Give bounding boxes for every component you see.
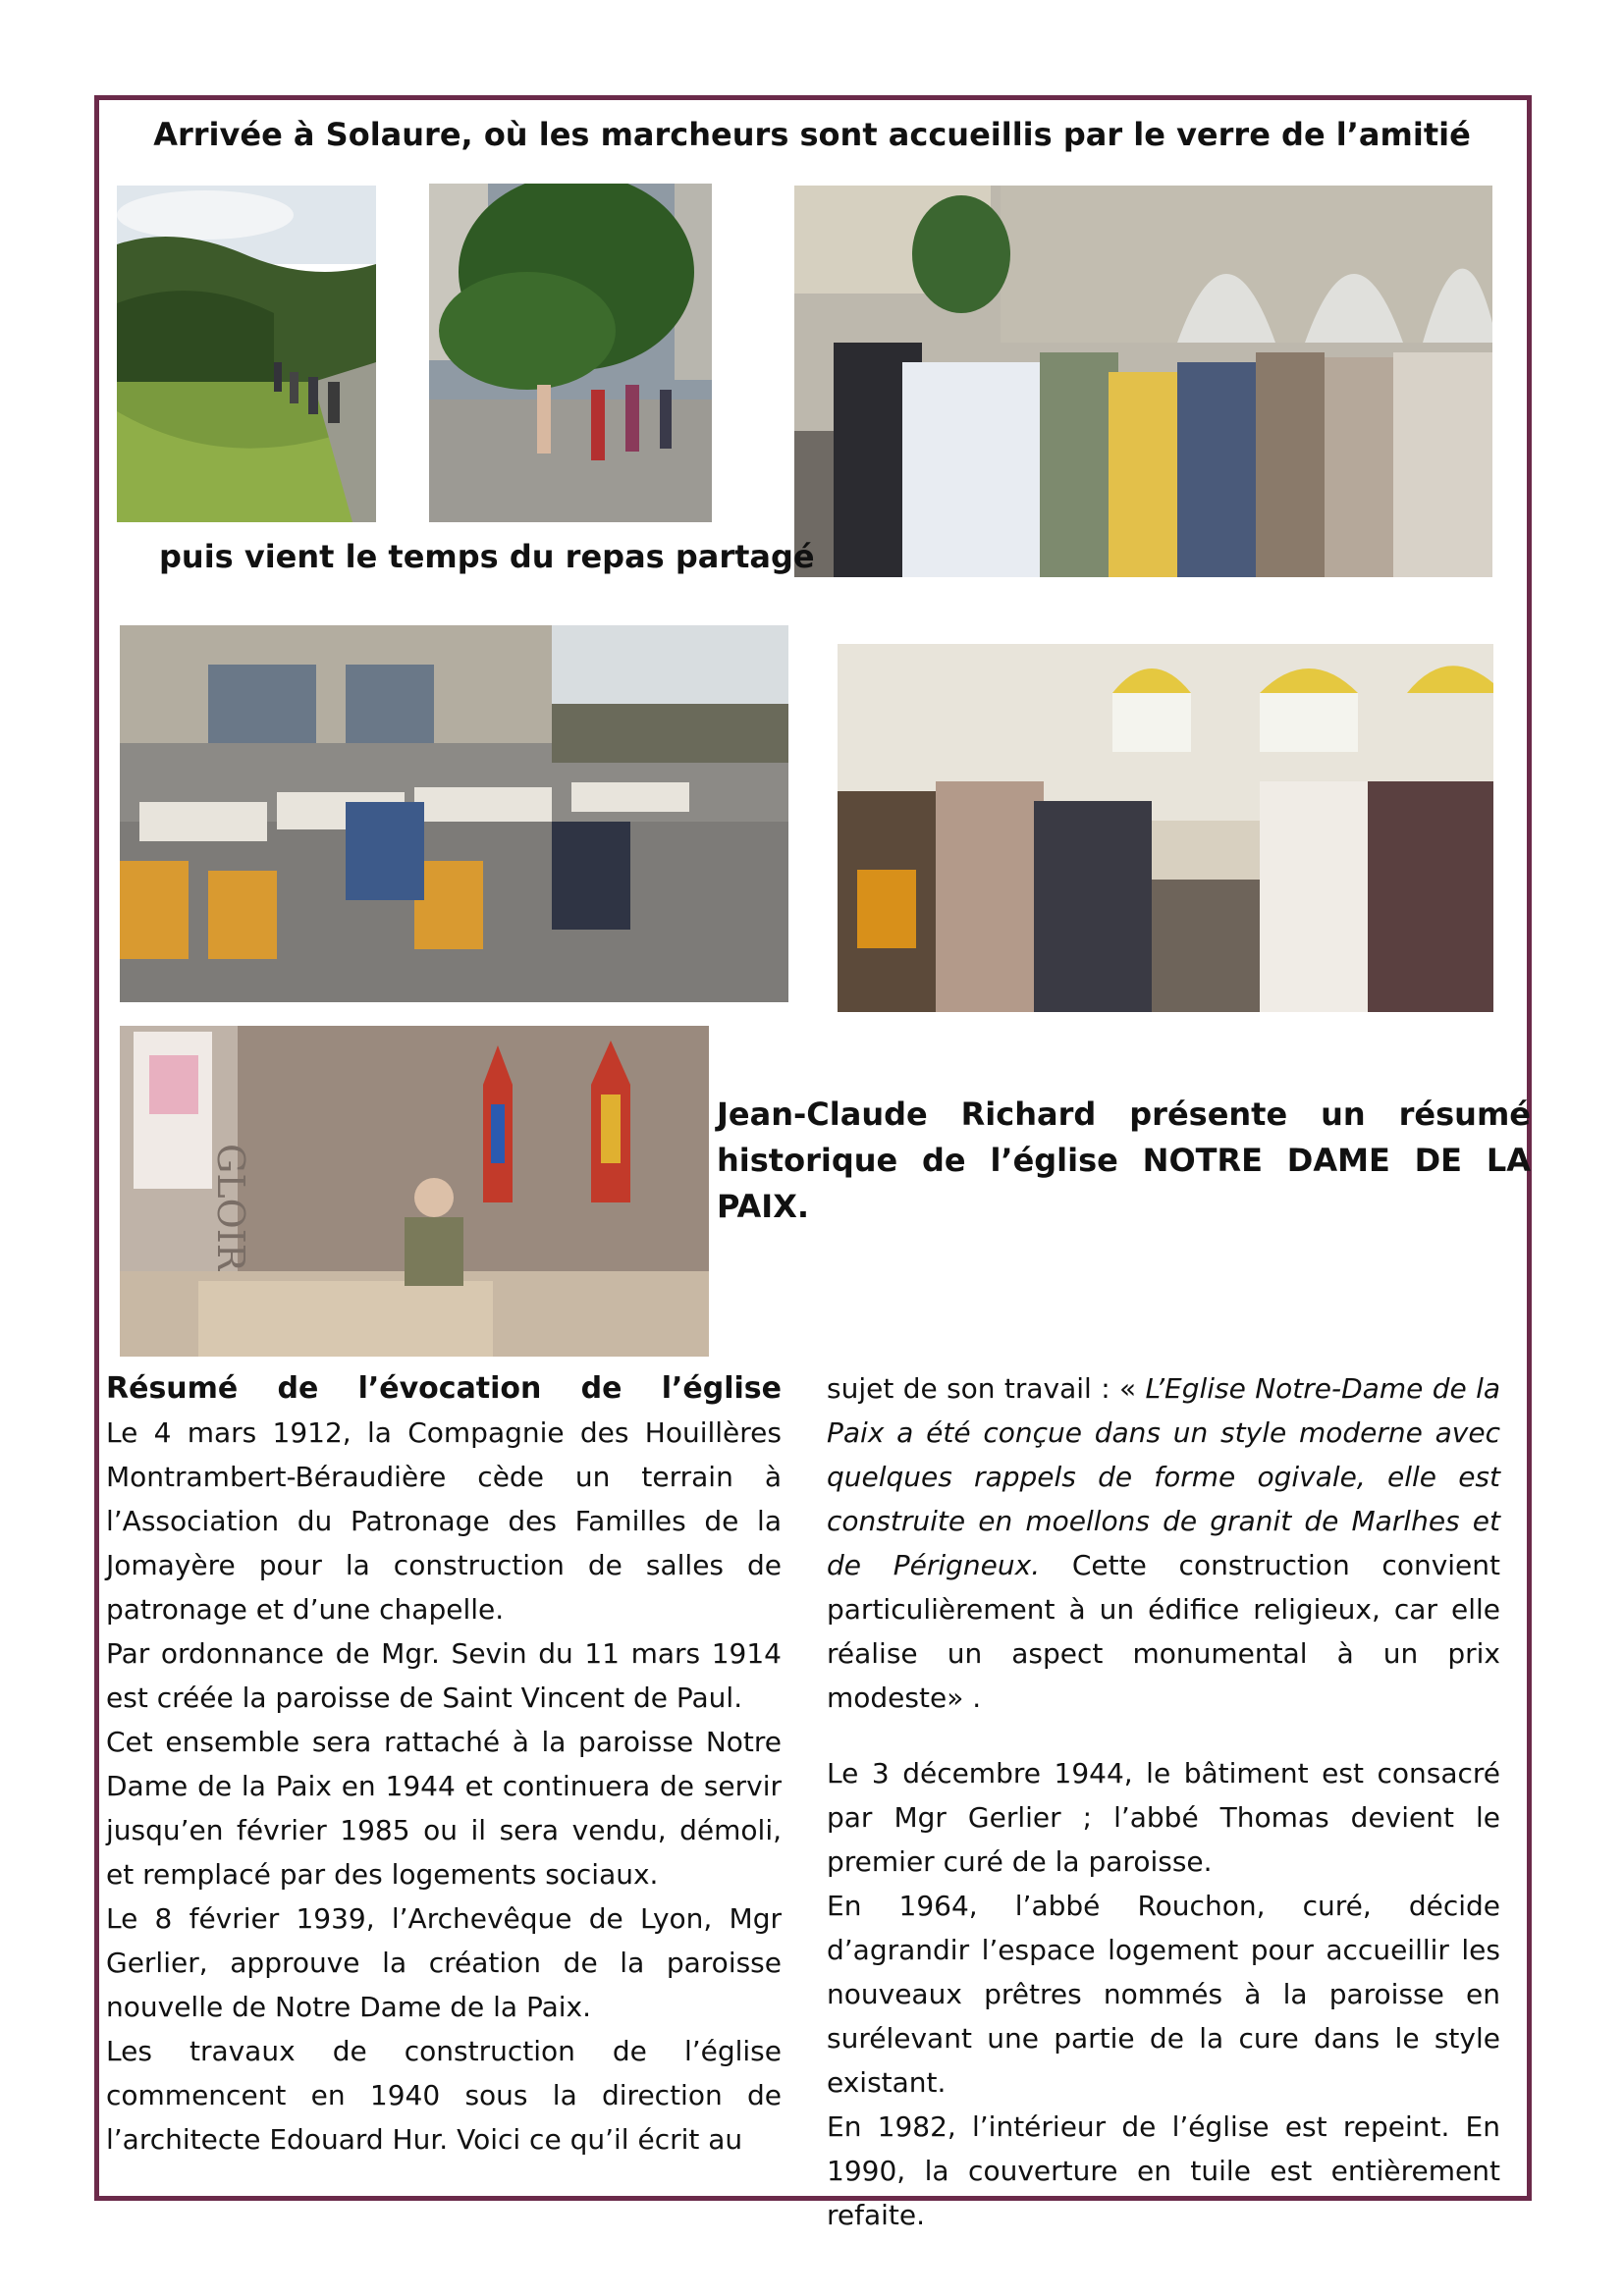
article-paragraph: En 1982, l’intérieur de l’église est repeint. En 1990, la couverture en tuile est entièrement refaite. (827, 2110, 1500, 2231)
article-left-column (106, 1366, 782, 2162)
caption-meal: puis vient le temps du repas partagé (159, 538, 815, 575)
photo-walkers-street (429, 184, 712, 522)
article-paragraph: En 1964, l’abbé Rouchon, curé, décide d’agrandir l’espace logement pour accueillir les nouveaux prêtres nommés à la paroisse en surélevant une partie de la cure dans le style existant. (827, 1890, 1500, 2099)
article-paragraph-quote: sujet de son travail : « L’Eglise Notre-Dame de la Paix a été conçue dans un style moderne avec quelques rappels de forme ogivale, elle est construite en moellons de granit de Marlhes et de Périgneux. Cette construction convient particulièrement à un édifice religieux, car elle réalise un aspect monumental à un prix modeste» . (827, 1372, 1501, 1714)
photo-indoor-meal (838, 644, 1493, 1012)
architect-quote: L’Eglise Notre-Dame de la Paix a été conçue dans un style moderne avec quelques rappels de forme ogivale, elle est construite en moellons de granit de Marlhes et de Périgneux. (827, 1372, 1501, 1581)
article-title: Résumé de l’évocation de l’église (106, 1371, 782, 1406)
photo-church-speaker (120, 1026, 709, 1357)
article-paragraph: Cet ensemble sera rattaché à la paroisse Notre Dame de la Paix en 1944 et continuera de servir jusqu’en février 1985 ou il sera vendu, démoli, et remplacé par des logements sociaux. (106, 1726, 782, 1891)
article-paragraph: Le 8 février 1939, l’Archevêque de Lyon, Mgr Gerlier, approuve la création de la paroisse nouvelle de Notre Dame de la Paix. (106, 1902, 782, 2023)
photo-hill-path (117, 186, 376, 522)
article-right-column (827, 1366, 1500, 2237)
caption-speech: Jean-Claude Richard présente un résumé historique de l’église NOTRE DAME DE LA PAIX. (717, 1095, 1531, 1225)
article-paragraph: Les travaux de construction de l’église commencent en 1940 sous la direction de l’architecte Edouard Hur. Voici ce qu’il écrit au (106, 2035, 782, 2156)
banner-text: GLOIR (209, 1144, 252, 1272)
heading-arrival: Arrivée à Solaure, où les marcheurs sont accueillis par le verre de l’amitié (153, 116, 1471, 153)
photo-outdoor-meal (120, 625, 788, 1002)
article-paragraph: Le 4 mars 1912, la Compagnie des Houillères Montrambert-Béraudière cède un terrain à l’Association du Patronage des Familles de la Jomayère pour la construction de salles de patronage et d’une chapelle. (106, 1416, 782, 1626)
article-paragraph: Par ordonnance de Mgr. Sevin du 11 mars 1914 est créée la paroisse de Saint Vincent de Paul. (106, 1637, 782, 1714)
article-paragraph: Le 3 décembre 1944, le bâtiment est consacré par Mgr Gerlier ; l’abbé Thomas devient le premier curé de la paroisse. (827, 1757, 1500, 1878)
photo-welcome-crowd (794, 186, 1492, 577)
